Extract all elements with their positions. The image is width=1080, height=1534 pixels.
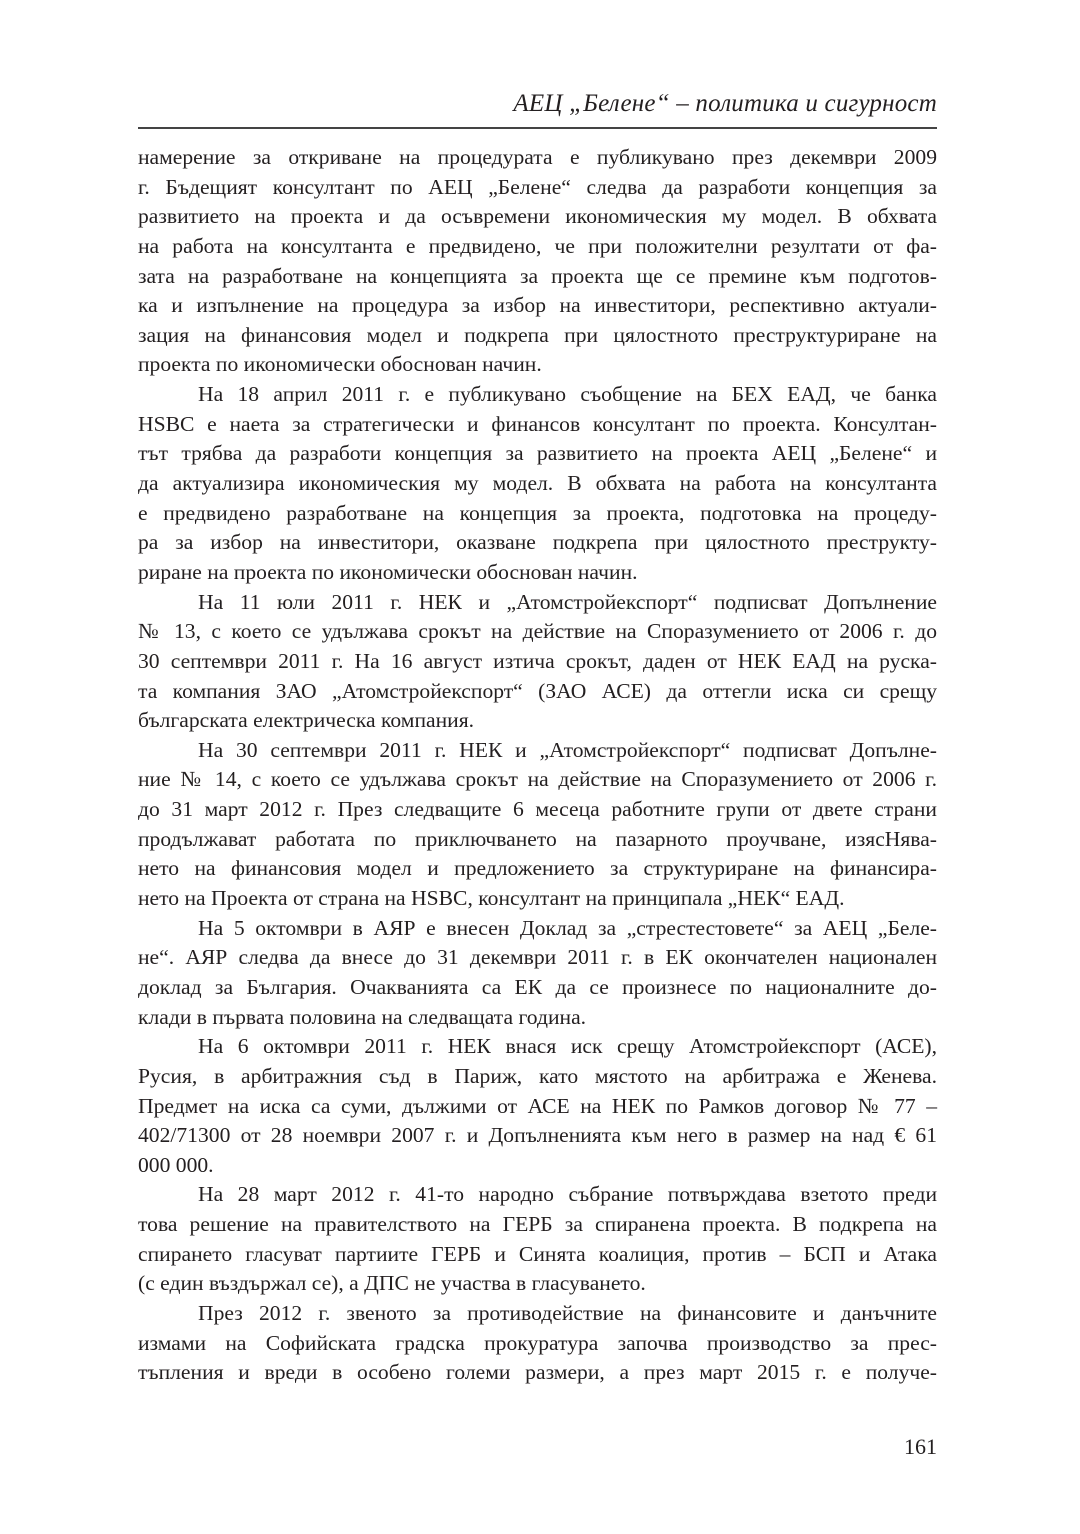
text-line: проекта по икономически обоснован начин.: [138, 352, 542, 377]
text-line: риране на проекта по икономически обоснован начин.: [138, 559, 638, 584]
text-line: 000 000.: [138, 1152, 214, 1177]
text-line: доклад за България. Очакванията са ЕК да се произнесе по националните до-: [138, 974, 937, 999]
text-line: На 28 март 2012 г. 41-то народно събрание потвърждава взетото преди: [198, 1182, 937, 1207]
body-text: [138, 143, 937, 1388]
running-header-title: АЕЦ „Белене“ – политика и сигурност: [513, 90, 937, 117]
text-line: нето на Проекта от страна на HSBC, консултант на принципала „НЕК“ ЕАД.: [138, 886, 845, 911]
header-rule: [138, 127, 937, 129]
paragraph: [138, 736, 937, 914]
text-line: зата на разработване на концепцията за проекта ще се премине към подготов-: [138, 263, 937, 288]
text-line: измами на Софийската градска прокуратура започва производство за прес-: [138, 1330, 937, 1355]
paragraph: [138, 1032, 937, 1180]
text-line: зация на финансовия модел и подкрепа при цялостното преструктуриране на: [138, 322, 937, 347]
text-line: г. Бъдещият консултант по АЕЦ „Белене“ следва да разработи концепция за: [138, 174, 937, 199]
text-line: тъпления и вреди в особено големи размери, а през март 2015 г. е получе-: [138, 1360, 937, 1385]
text-line: продължават работата по приключването на пазарното проучване, изясНява-: [138, 826, 937, 851]
text-line: клади в първата половина на следващата година.: [138, 1004, 587, 1029]
text-line: нето на финансовия модел и предложението за структуриране на финансира-: [138, 856, 937, 881]
text-line: HSBC е наета за стратегически и финансов консултант по проекта. Консултан-: [138, 411, 937, 436]
text-line: На 5 октомври в АЯР е внесен Доклад за „стрестестовете“ за АЕЦ „Беле-: [198, 915, 937, 940]
text-line: През 2012 г. звеното за противодействие на финансовите и данъчните: [198, 1300, 937, 1325]
text-line: На 18 април 2011 г. е публикувано съобщение на БЕХ ЕАД, че банка: [198, 382, 937, 407]
text-line: българската електрическа компания.: [138, 708, 475, 733]
text-line: тът трябва да разработи концепция за развитието на проекта АЕЦ „Белене“ и: [138, 441, 937, 466]
paragraph: [138, 143, 937, 380]
text-line: На 30 септември 2011 г. НЕК и „Атомстройекспорт“ подписват Допълне-: [198, 737, 937, 762]
text-line: Предмет на иска са суми, дължими от АСЕ на НЕК по Рамков договор № 77 –: [138, 1093, 937, 1118]
text-line: На 6 октомври 2011 г. НЕК внася иск срещу Атомстройекспорт (АСЕ),: [198, 1034, 937, 1059]
text-line: 30 септември 2011 г. На 16 август изтича срокът, даден от НЕК ЕАД на руска-: [138, 648, 937, 673]
text-line: спирането гласуват партиите ГЕРБ и Синята коалиция, против – БСП и Атака: [138, 1241, 937, 1266]
text-line: ра за избор на инвеститори, оказване подкрепа при цялостното преструкту-: [138, 530, 937, 555]
paragraph: [138, 588, 937, 736]
text-line: (с един въздържал се), а ДПС не участва в гласуването.: [138, 1271, 646, 1296]
text-line: ние № 14, с което се удължава срокът на действие на Споразумението от 2006 г.: [138, 767, 937, 792]
paragraph: [138, 1180, 937, 1299]
text-line: е предвидено разработване на концепция за проекта, подготовка на процеду-: [138, 500, 937, 525]
text-line: намерение за откриване на процедурата е публикувано през декември 2009: [138, 145, 937, 169]
text-line: 402/71300 от 28 ноември 2007 г. и Допълненията към него в размер на над € 61: [138, 1123, 937, 1148]
text-line: развитието на проекта и да осъвремени икономическия му модел. В обхвата: [138, 204, 937, 229]
paragraph: [138, 914, 937, 1033]
page-number: 161: [904, 1434, 937, 1459]
text-line: това решение на правителството на ГЕРБ за спиранена проекта. В подкрепа на: [138, 1212, 937, 1237]
text-line: не“. АЯР следва да внесе до 31 декември 2011 г. в ЕК окончателен национален: [138, 945, 937, 970]
text-line: На 11 юли 2011 г. НЕК и „Атомстройекспорт“ подписват Допълнение: [198, 589, 937, 614]
text-line: та компания ЗАО „Атомстройекспорт“ (ЗАО АСЕ) да оттегли иска си срещу: [138, 678, 937, 703]
text-line: № 13, с което се удължава срокът на действие на Споразумението от 2006 г. до: [138, 619, 937, 644]
text-line: до 31 март 2012 г. През следващите 6 месеца работните групи от двете страни: [138, 797, 937, 822]
text-line: да актуализира икономическия му модел. В обхвата на работа на консултанта: [138, 471, 937, 496]
text-line: на работа на консултанта е предвидено, че при положителни резултати от фа-: [138, 233, 937, 258]
text-line: ка и изпълнение на процедура за избор на инвеститори, респективно актуали-: [138, 293, 937, 318]
text-line: Русия, в арбитражния съд в Париж, като мястото на арбитража е Женева.: [138, 1063, 937, 1088]
paragraph: [138, 1299, 937, 1388]
paragraph: [138, 380, 937, 587]
